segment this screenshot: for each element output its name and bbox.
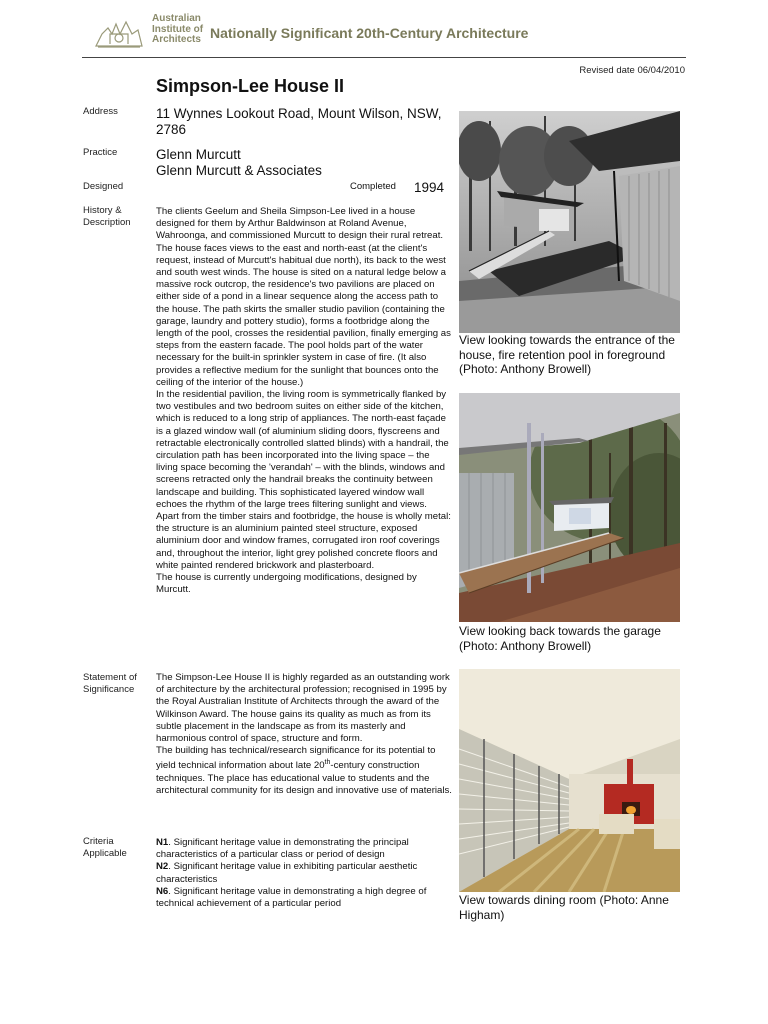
criteria-label (83, 836, 127, 859)
criteria-item (156, 861, 454, 885)
significance-paragraph: The Simpson-Lee House II is highly regarded as an outstanding work of architecture by the architectural profession; recognised in 1995 by the Royal Australian Institute of Architects through the award of the Wilkinson Award. The house gains its quality as much as from its subtle placement in the landscape as from its masterly and harmonious control of space, structure and form. (156, 672, 450, 745)
institute-logo-text (152, 14, 203, 46)
criteria-code: N1 (156, 837, 169, 848)
history-paragraph: In the residential pavilion, the living room is symmetrically flanked by two vestibules and two bedroom suites on either side of the kitchen, which is reduced to a long strip of appliances. The north-east façade is a glazed window wall (of aluminium sliding doors, flyscreens and retractable electronically controlled slatted blinds) with a handrail, the circulation path has been incorporated into the living space – the living space becoming the 'verandah' – with the blinds, windows and screens retracted only the handrail breaks the continuity between landscape and building. This sophisticated layered window wall echoes the rhythm of the large trees filtering sunlight and views. (156, 389, 449, 510)
photo-entrance (459, 111, 680, 333)
address-label: Address (83, 106, 118, 117)
label-line: Applicable (83, 847, 127, 859)
criteria-text: . Significant heritage value in demonstrating the principal characteristics of a particular class or period of design (156, 837, 409, 861)
logo-line: Institute of (152, 23, 204, 35)
address-value: 11 Wynnes Lookout Road, Mount Wilson, NSW, 2786 (156, 106, 442, 137)
photo-dining (459, 669, 680, 892)
logo-line: Architects (152, 34, 201, 45)
page-header (82, 10, 686, 56)
practice-line: Glenn Murcutt (156, 147, 241, 162)
practice-label: Practice (83, 147, 118, 158)
header-title: Nationally Significant 20th-Century Architecture (210, 25, 529, 41)
photo-caption: View looking back towards the garage (Photo: Anthony Browell) (459, 624, 661, 653)
label-line: Description (83, 216, 131, 228)
revised-date: Revised date 06/04/2010 (579, 65, 685, 76)
page-title: Simpson-Lee House II (156, 76, 345, 96)
label-line: History & (83, 205, 122, 216)
significance-text-part: -century construction techniques. The place has educational value to students and the architectural community for its design and innovative use of materials. (156, 760, 452, 797)
completed-value: 1994 (414, 180, 445, 195)
significance-text (156, 672, 454, 797)
photo-caption: View looking towards the entrance of the house, fire retention pool in foreground (Photo: Anthony Browell) (459, 333, 675, 376)
criteria-code: N2 (156, 861, 169, 873)
criteria-text: . Significant heritage value in exhibiting particular aesthetic characteristics (156, 861, 418, 885)
completed-label: Completed (350, 181, 396, 192)
criteria-item (156, 886, 454, 910)
criteria-list (156, 837, 454, 910)
logo-line: Australian (152, 13, 201, 24)
significance-paragraph (156, 745, 454, 797)
history-paragraph: The clients Geelum and Sheila Simpson-Lee lived in a house designed for them by Arthur Baldwinson at Roland Avenue, Wahroonga, and commissioned Murcutt to design their rural retreat. The house faces views to the east and north-east (at the client's request, instead of Murcutt's habitual due north), its back to the west and south west winds. The house is sited on a natural ledge below a massive rock outcrop, the residence's two pavilions are placed on either side of a pond in a linear sequence along the access path to the house. The path skirts the smaller studio pavilion (containing the garage, laundry and pottery studio), forms a footbridge along the length of the pool, crosses the residential pavilion, finally emerging as steps from the eastern facade. The pool holds part of the water necessary for the built-in sprinkler system in case of fire. (It also provides a reflective medium for the sunlight that bounces onto the ceiling of the interior of the house.) (156, 206, 451, 388)
photo-caption: View towards dining room (Photo: Anne Higham) (459, 893, 669, 922)
criteria-code: N6 (156, 885, 169, 897)
history-label (83, 205, 131, 228)
designed-label: Designed (83, 181, 124, 192)
history-paragraph: The house is currently undergoing modifications, designed by Murcutt. (156, 572, 417, 596)
significance-label (83, 672, 137, 695)
label-line: Statement of (83, 672, 137, 683)
criteria-text: . Significant heritage value in demonstrating a high degree of technical achievement of a particular period (156, 885, 427, 910)
photo-garage (459, 393, 680, 622)
history-text (156, 206, 454, 597)
label-line: Significance (83, 683, 135, 695)
practice-line: Glenn Murcutt & Associates (156, 163, 322, 178)
criteria-item (156, 837, 454, 861)
significance-text-part: The building has technical/research significance for its potential to yield technical information about late 20 (156, 745, 436, 772)
institute-logo-icon (92, 14, 146, 50)
header-divider (82, 57, 686, 58)
practice-value (156, 147, 322, 179)
superscript: th (324, 759, 331, 767)
label-line: Criteria (83, 836, 114, 847)
history-paragraph: Apart from the timber stairs and footbridge, the house is wholly metal: the structure is an aluminium painted steel structure, exposed aluminium door and window frames, corrugated iron roof coverings and, throughout the interior, light grey polished concrete floors and white painted rendered brickwork and plasterboard. (156, 511, 451, 571)
